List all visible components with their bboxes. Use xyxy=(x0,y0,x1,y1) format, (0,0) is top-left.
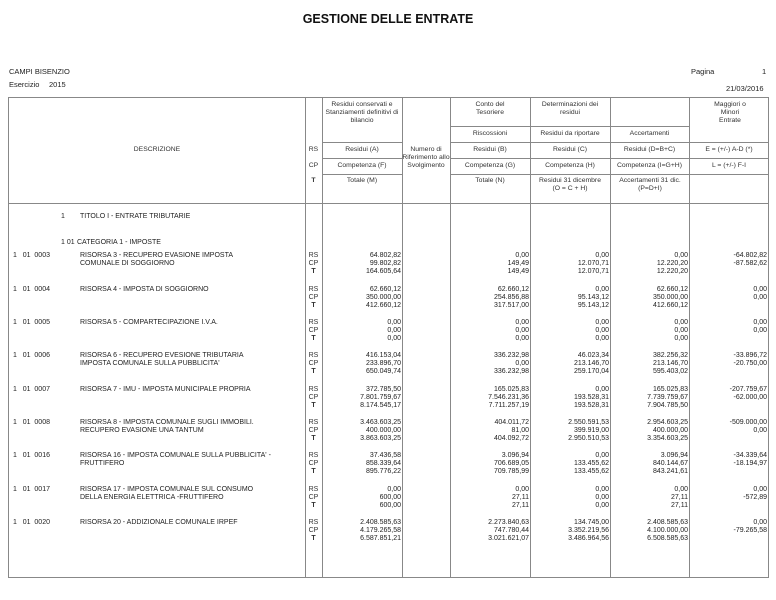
amount-e: -20.750,00 xyxy=(733,360,767,367)
amount-a: 858.339,64 xyxy=(365,460,401,467)
amount-a: 600,00 xyxy=(379,494,401,501)
amount-a: 3.863.603,25 xyxy=(360,435,401,442)
amount-c: 46.023,34 xyxy=(577,352,609,359)
resource-code: 1 01 0005 xyxy=(13,319,50,326)
amount-e: -18.194,97 xyxy=(733,460,767,467)
amount-a: 650.049,74 xyxy=(365,368,401,375)
amount-b: 404.092,72 xyxy=(493,435,529,442)
page-label: Pagina xyxy=(691,67,715,76)
amount-d: 412.660,12 xyxy=(652,302,688,309)
amount-c: 0,00 xyxy=(595,335,609,342)
row-type-label: T xyxy=(311,402,316,409)
header-col-b-cp: Competenza (G) xyxy=(464,162,516,169)
resource-code: 1 01 0020 xyxy=(13,519,50,526)
row-type-label: RS xyxy=(308,386,319,393)
header-col-c-cp: Competenza (H) xyxy=(545,162,595,169)
amount-a: 600,00 xyxy=(379,502,401,509)
amount-b: 27,11 xyxy=(512,502,529,509)
header-cp: CP xyxy=(308,162,319,169)
row-type-label: RS xyxy=(308,252,319,259)
amount-a: 0,00 xyxy=(387,335,401,342)
amount-b: 706.689,05 xyxy=(493,460,529,467)
header-col-e-group: Maggiori o Minori Entrate xyxy=(714,101,746,124)
row-type-label: RS xyxy=(308,519,319,526)
amount-c: 2.950.510,53 xyxy=(568,435,609,442)
row-type-label: CP xyxy=(308,360,319,367)
amount-e: -34.339,64 xyxy=(733,452,767,459)
amount-c: 193.528,31 xyxy=(573,394,609,401)
amount-b: 81,00 xyxy=(511,427,529,434)
row-type-label: T xyxy=(311,302,316,309)
amount-a: 8.174.545,17 xyxy=(360,402,401,409)
header-col-c-rs: Residui (C) xyxy=(553,146,587,153)
header-col-a-rs: Residui (A) xyxy=(345,146,379,153)
amount-c: 399.919,00 xyxy=(573,427,609,434)
row-type-label: RS xyxy=(308,452,319,459)
amount-a: 412.660,12 xyxy=(365,302,401,309)
amount-b: 709.785,99 xyxy=(493,468,529,475)
amount-c: 0,00 xyxy=(595,319,609,326)
resource-description: RISORSA 20 - ADDIZIONALE COMUNALE IRPEF xyxy=(80,519,238,526)
amount-c: 3.486.964,56 xyxy=(568,535,609,542)
amount-d: 7.739.759,67 xyxy=(647,394,688,401)
entity-name: CAMPI BISENZIO xyxy=(9,67,70,76)
row-type-label: RS xyxy=(308,486,319,493)
amount-c: 133.455,62 xyxy=(573,460,609,467)
header-t: T xyxy=(311,177,316,184)
resource-description: RISORSA 4 - IMPOSTA DI SOGGIORNO xyxy=(80,286,209,293)
resource-description-cont: DELLA ENERGIA ELETTRICA -FRUTTIFERO xyxy=(80,494,224,501)
row-type-label: CP xyxy=(308,394,319,401)
amount-e: -33.896,72 xyxy=(733,352,767,359)
amount-d: 350.000,00 xyxy=(652,294,688,301)
categoria-code: 1 01 xyxy=(61,239,75,246)
row-type-label: CP xyxy=(308,527,319,534)
amount-b: 62.660,12 xyxy=(497,286,529,293)
resource-description-cont: FRUTTIFERO xyxy=(80,460,125,467)
amount-b: 149,49 xyxy=(507,268,529,275)
amount-a: 99.802,82 xyxy=(369,260,401,267)
amount-d: 7.904.785,50 xyxy=(647,402,688,409)
amount-b: 2.273.840,63 xyxy=(488,519,529,526)
amount-a: 895.776,22 xyxy=(365,468,401,475)
amount-a: 0,00 xyxy=(387,486,401,493)
amount-c: 3.352.219,56 xyxy=(568,527,609,534)
resource-description: RISORSA 7 - IMU - IMPOSTA MUNICIPALE PROPRIA xyxy=(80,386,251,393)
amount-c: 0,00 xyxy=(595,327,609,334)
amount-d: 4.100.000,00 xyxy=(647,527,688,534)
amount-a: 0,00 xyxy=(387,327,401,334)
resource-code: 1 01 0008 xyxy=(13,419,50,426)
header-col-d-sub: Accertamenti xyxy=(629,130,670,137)
amount-a: 6.587.851,21 xyxy=(360,535,401,542)
header-col-a-group: Residui conservati e Stanziamenti definitivi di bilancio xyxy=(325,101,399,124)
report-title: GESTIONE DELLE ENTRATE xyxy=(302,12,474,26)
header-col-a-cp: Competenza (F) xyxy=(337,162,387,169)
amount-a: 233.896,70 xyxy=(365,360,401,367)
amount-d: 3.354.603,25 xyxy=(647,435,688,442)
entrate-table xyxy=(8,97,769,578)
amount-e: -207.759,67 xyxy=(729,386,767,393)
header-col-e-cp: L = (+/-) F-I xyxy=(711,162,747,169)
amount-c: 134.745,00 xyxy=(573,519,609,526)
header-col-b-sub: Riscossioni xyxy=(472,130,508,137)
amount-b: 0,00 xyxy=(515,327,529,334)
resource-description: RISORSA 6 - RECUPERO EVESIONE TRIBUTARIA xyxy=(80,352,244,359)
amount-d: 0,00 xyxy=(674,327,688,334)
amount-e: 0,00 xyxy=(753,427,767,434)
amount-e: 0,00 xyxy=(753,294,767,301)
amount-d: 0,00 xyxy=(674,335,688,342)
amount-b: 0,00 xyxy=(515,319,529,326)
row-type-label: T xyxy=(311,435,316,442)
amount-c: 0,00 xyxy=(595,452,609,459)
amount-c: 0,00 xyxy=(595,386,609,393)
amount-a: 37.436,58 xyxy=(369,452,401,459)
amount-d: 0,00 xyxy=(674,486,688,493)
header-numero: Numero di Riferimento allo Svolgimento xyxy=(402,146,450,169)
amount-c: 0,00 xyxy=(595,486,609,493)
resource-code: 1 01 0003 xyxy=(13,252,50,259)
amount-a: 4.179.265,58 xyxy=(360,527,401,534)
row-type-label: CP xyxy=(308,427,319,434)
resource-code: 1 01 0006 xyxy=(13,352,50,359)
amount-b: 0,00 xyxy=(515,335,529,342)
amount-c: 12.070,71 xyxy=(577,260,609,267)
header-col-c-group: Determinazioni dei residui xyxy=(541,101,599,116)
row-type-label: CP xyxy=(308,494,319,501)
row-type-label: RS xyxy=(308,419,319,426)
amount-b: 0,00 xyxy=(515,360,529,367)
resource-description-cont: IMPOSTA COMUNALE SULLA PUBBLICITA' xyxy=(80,360,220,367)
header-col-d-t: Accertamenti 31 dic. (P=D+I) xyxy=(619,177,681,192)
amount-c: 0,00 xyxy=(595,494,609,501)
amount-b: 747.780,44 xyxy=(493,527,529,534)
header-col-e-rs: E = (+/-) A-D (*) xyxy=(705,146,753,153)
resource-code: 1 01 0017 xyxy=(13,486,50,493)
amount-d: 6.508.585,63 xyxy=(647,535,688,542)
header-col-a-t: Totale (M) xyxy=(346,177,378,184)
amount-b: 0,00 xyxy=(515,252,529,259)
header-col-d-rs: Residui (D=B+C) xyxy=(623,146,676,153)
amount-a: 416.153,04 xyxy=(365,352,401,359)
amount-a: 3.463.603,25 xyxy=(360,419,401,426)
amount-c: 0,00 xyxy=(595,502,609,509)
amount-d: 12.220,20 xyxy=(656,268,688,275)
amount-c: 95.143,12 xyxy=(577,294,609,301)
amount-e: 0,00 xyxy=(753,327,767,334)
amount-d: 27,11 xyxy=(671,502,688,509)
amount-e: 0,00 xyxy=(753,519,767,526)
amount-b: 165.025,83 xyxy=(493,386,529,393)
resource-code: 1 01 0016 xyxy=(13,452,50,459)
amount-b: 336.232,98 xyxy=(493,352,529,359)
amount-d: 400.000,00 xyxy=(652,427,688,434)
header-bottom-border xyxy=(9,203,769,204)
amount-a: 164.605,64 xyxy=(365,268,401,275)
amount-b: 254.856,88 xyxy=(493,294,529,301)
header-rs: RS xyxy=(308,146,319,153)
amount-d: 2.954.603,25 xyxy=(647,419,688,426)
amount-d: 382.256,32 xyxy=(652,352,688,359)
row-type-label: CP xyxy=(308,460,319,467)
amount-d: 3.096,94 xyxy=(660,452,688,459)
amount-b: 7.711.257,19 xyxy=(488,402,529,409)
titolo-label: TITOLO I - ENTRATE TRIBUTARIE xyxy=(80,213,191,220)
amount-b: 3.096,94 xyxy=(501,452,529,459)
amount-d: 0,00 xyxy=(674,252,688,259)
amount-c: 2.550.591,53 xyxy=(568,419,609,426)
row-type-label: CP xyxy=(308,327,319,334)
amount-a: 2.408.585,63 xyxy=(360,519,401,526)
amount-b: 149,49 xyxy=(507,260,529,267)
year-value: 2015 xyxy=(49,80,66,89)
row-type-label: CP xyxy=(308,294,319,301)
amount-c: 0,00 xyxy=(595,252,609,259)
resource-description: RISORSA 17 - IMPOSTA COMUNALE SUL CONSUMO xyxy=(80,486,254,493)
amount-a: 0,00 xyxy=(387,319,401,326)
amount-d: 843.241,61 xyxy=(652,468,688,475)
header-col-d-cp: Competenza (I=G+H) xyxy=(617,162,682,169)
amount-c: 0,00 xyxy=(595,286,609,293)
row-type-label: T xyxy=(311,468,316,475)
amount-e: -87.582,62 xyxy=(733,260,767,267)
titolo-code: 1 xyxy=(61,213,65,220)
amount-d: 595.403,02 xyxy=(652,368,688,375)
amount-b: 7.546.231,36 xyxy=(488,394,529,401)
row-type-label: T xyxy=(311,335,316,342)
amount-a: 64.802,82 xyxy=(369,252,401,259)
row-type-label: T xyxy=(311,268,316,275)
categoria-label: CATEGORIA 1 - IMPOSTE xyxy=(77,239,161,246)
amount-e: -572,89 xyxy=(743,494,767,501)
amount-b: 404.011,72 xyxy=(494,419,529,426)
amount-e: 0,00 xyxy=(753,286,767,293)
amount-c: 133.455,62 xyxy=(573,468,609,475)
amount-e: 0,00 xyxy=(753,486,767,493)
amount-e: -62.000,00 xyxy=(733,394,767,401)
amount-a: 62.660,12 xyxy=(369,286,401,293)
amount-e: -64.802,82 xyxy=(733,252,767,259)
header-col-b-group: Conto del Tesoriere xyxy=(475,101,505,116)
amount-d: 840.144,67 xyxy=(652,460,688,467)
header-col-b-rs: Residui (B) xyxy=(473,146,507,153)
resource-description: RISORSA 5 - COMPARTECIPAZIONE I.V.A. xyxy=(80,319,218,326)
amount-b: 3.021.621,07 xyxy=(488,535,529,542)
amount-d: 0,00 xyxy=(674,319,688,326)
resource-description-cont: COMUNALE DI SOGGIORNO xyxy=(80,260,175,267)
amount-b: 317.517,00 xyxy=(493,302,529,309)
amount-c: 259.170,04 xyxy=(573,368,609,375)
amount-a: 350.000,00 xyxy=(365,294,401,301)
amount-a: 400.000,00 xyxy=(365,427,401,434)
row-type-label: RS xyxy=(308,286,319,293)
amount-c: 95.143,12 xyxy=(577,302,609,309)
resource-description: RISORSA 8 - IMPOSTA COMUNALE SUGLI IMMOBILI. xyxy=(80,419,254,426)
amount-d: 213.146,70 xyxy=(652,360,688,367)
amount-a: 372.785,50 xyxy=(365,386,401,393)
header-col-b-t: Totale (N) xyxy=(475,177,505,184)
resource-code: 1 01 0004 xyxy=(13,286,50,293)
amount-d: 12.220,20 xyxy=(656,260,688,267)
resource-description: RISORSA 3 - RECUPERO EVASIONE IMPOSTA xyxy=(80,252,233,259)
amount-d: 27,11 xyxy=(671,494,688,501)
page-number: 1 xyxy=(762,67,767,76)
row-type-label: T xyxy=(311,502,316,509)
header-col-c-t: Residui 31 dicembre (O = C + H) xyxy=(539,177,601,192)
amount-e: -79.265,58 xyxy=(733,527,767,534)
amount-b: 0,00 xyxy=(515,486,529,493)
resource-code: 1 01 0007 xyxy=(13,386,50,393)
amount-e: -509.000,00 xyxy=(729,419,767,426)
year-label: Esercizio xyxy=(9,80,40,89)
amount-c: 213.146,70 xyxy=(573,360,609,367)
row-type-label: T xyxy=(311,535,316,542)
row-type-label: RS xyxy=(308,319,319,326)
amount-d: 2.408.585,63 xyxy=(647,519,688,526)
amount-b: 336.232,98 xyxy=(493,368,529,375)
row-type-label: T xyxy=(311,368,316,375)
amount-e: 0,00 xyxy=(753,319,767,326)
row-type-label: CP xyxy=(308,260,319,267)
row-type-label: RS xyxy=(308,352,319,359)
resource-description: RISORSA 16 - IMPOSTA COMUNALE SULLA PUBBLICITA' - xyxy=(80,452,271,459)
amount-d: 62.660,12 xyxy=(656,286,688,293)
header-descrizione: DESCRIZIONE xyxy=(133,146,181,153)
header-col-c-sub: Residui da riportare xyxy=(540,130,600,137)
amount-a: 7.801.759,67 xyxy=(360,394,401,401)
amount-d: 165.025,83 xyxy=(652,386,688,393)
report-date: 21/03/2016 xyxy=(726,84,764,93)
resource-description-cont: RECUPERO EVASIONE UNA TANTUM xyxy=(80,427,204,434)
amount-c: 12.070,71 xyxy=(577,268,609,275)
amount-b: 27,11 xyxy=(512,494,529,501)
amount-c: 193.528,31 xyxy=(573,402,609,409)
